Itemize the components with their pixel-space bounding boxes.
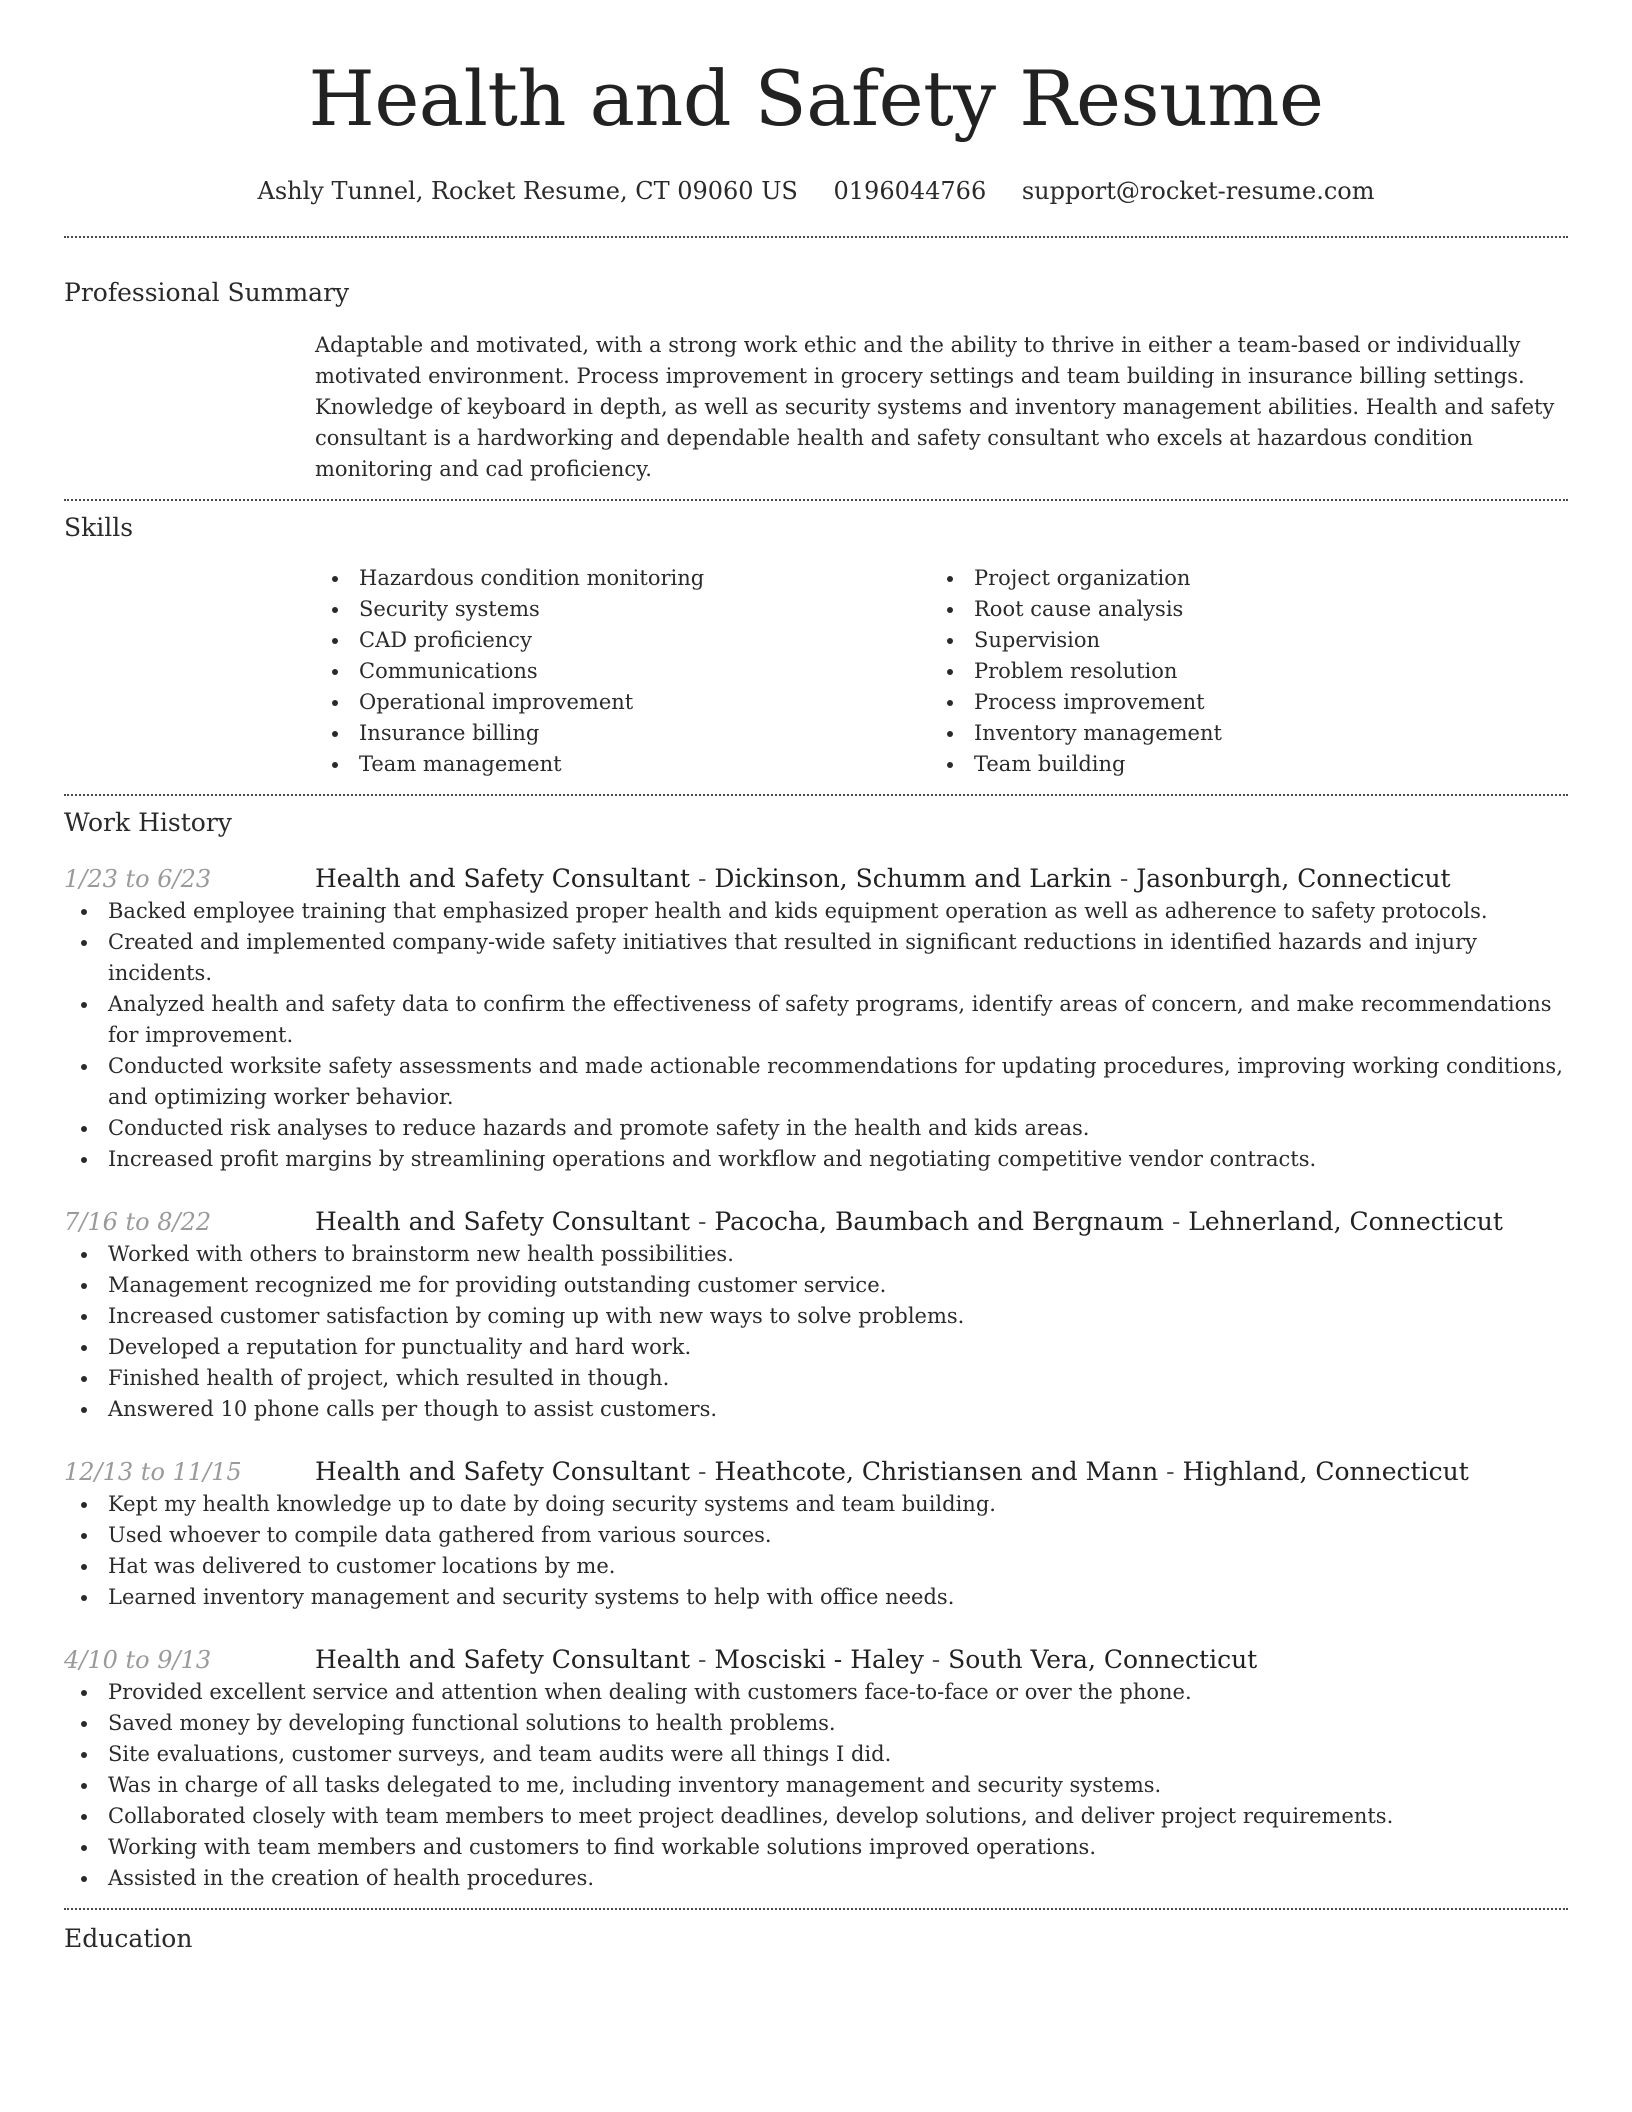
job-separator: - xyxy=(923,1645,949,1674)
summary-section xyxy=(64,276,1568,485)
skill-item: Communications xyxy=(315,656,930,687)
job-duty: Analyzed health and safety data to confirm the effectiveness of safety programs, identify areas of concern, and make recommendations for improvement. xyxy=(64,989,1568,1051)
skill-item: Process improvement xyxy=(930,687,1545,718)
job-location: Jasonburgh, Connecticut xyxy=(1136,864,1451,893)
summary-text: Adaptable and motivated, with a strong work ethic and the ability to thrive in either a team-based or individually motivated environment. Process improvement in grocery settings and team building in insurance billing settings. Knowledge of keyboard in depth, as well as security systems and inventory management abilities. Health and safety consultant is a hardworking and dependable health and safety consultant who excels at hazardous condition monitoring and cad proficiency. xyxy=(315,333,1555,481)
skill-item: Team building xyxy=(930,749,1545,780)
job-duty: Created and implemented company-wide safety initiatives that resulted in significant reductions in identified hazards and injury incidents. xyxy=(64,927,1568,989)
contact-line xyxy=(64,174,1568,208)
job-duties-list xyxy=(64,1489,1568,1613)
divider xyxy=(64,1908,1568,1910)
job-separator: - xyxy=(690,1207,715,1236)
job-separator: - xyxy=(690,864,715,893)
skill-item: Hazardous condition monitoring xyxy=(315,563,930,594)
job-duty: Collaborated closely with team members to meet project deadlines, develop solutions, and deliver project requirements. xyxy=(64,1801,1568,1832)
job-duty: Increased customer satisfaction by coming up with new ways to solve problems. xyxy=(64,1301,1568,1332)
skill-item: CAD proficiency xyxy=(315,625,930,656)
job-duty: Backed employee training that emphasized proper health and kids equipment operation as well as adherence to safety protocols. xyxy=(64,896,1568,927)
job-separator: - xyxy=(690,1457,715,1486)
job-entry xyxy=(64,1205,1568,1425)
job-title: Health and Safety Consultant xyxy=(315,864,691,893)
job-duty: Provided excellent service and attention when dealing with customers face-to-face or over the phone. xyxy=(64,1677,1568,1708)
job-duties-list xyxy=(64,1677,1568,1894)
job-separator: - xyxy=(690,1645,715,1674)
work-history-section xyxy=(64,806,1568,1894)
job-separator: - xyxy=(1111,864,1137,893)
summary-heading: Professional Summary xyxy=(64,278,350,307)
job-separator: - xyxy=(1163,1207,1189,1236)
job-duty: Hat was delivered to customer locations by me. xyxy=(64,1551,1568,1582)
education-section xyxy=(64,1922,1568,1956)
job-duty: Used whoever to compile data gathered from various sources. xyxy=(64,1520,1568,1551)
contact-address: Ashly Tunnel, Rocket Resume, CT 09060 US xyxy=(257,177,798,205)
job-duty: Conducted worksite safety assessments and made actionable recommendations for updating procedures, improving working conditions, and optimizing worker behavior. xyxy=(64,1051,1568,1113)
divider xyxy=(64,236,1568,238)
skill-item: Insurance billing xyxy=(315,718,930,749)
skill-item: Root cause analysis xyxy=(930,594,1545,625)
job-duty: Answered 10 phone calls per though to assist customers. xyxy=(64,1394,1568,1425)
job-location: Highland, Connecticut xyxy=(1182,1457,1469,1486)
skill-item: Problem resolution xyxy=(930,656,1545,687)
job-duty: Assisted in the creation of health procedures. xyxy=(64,1863,1568,1894)
job-duty: Developed a reputation for punctuality and hard work. xyxy=(64,1332,1568,1363)
job-duties-list xyxy=(64,1239,1568,1425)
contact-email: support@rocket-resume.com xyxy=(1021,177,1375,205)
skill-item: Supervision xyxy=(930,625,1545,656)
skills-section xyxy=(64,511,1568,780)
job-duty: Worked with others to brainstorm new health possibilities. xyxy=(64,1239,1568,1270)
skills-list-right xyxy=(930,563,1545,780)
resume-title: Health and Safety Resume xyxy=(308,54,1324,143)
contact-phone: 0196044766 xyxy=(833,177,987,205)
job-header xyxy=(315,1455,1568,1489)
resume-page xyxy=(64,0,1568,1956)
job-duty: Kept my health knowledge up to date by doing security systems and team building. xyxy=(64,1489,1568,1520)
job-duty: Finished health of project, which resulted in though. xyxy=(64,1363,1568,1394)
education-heading: Education xyxy=(64,1924,193,1953)
job-duty: Site evaluations, customer surveys, and team audits were all things I did. xyxy=(64,1739,1568,1770)
divider xyxy=(64,794,1568,796)
job-company: Dickinson, Schumm and Larkin xyxy=(714,864,1112,893)
skill-item: Security systems xyxy=(315,594,930,625)
skills-list-left xyxy=(315,563,930,780)
job-dates: 7/16 to 8/22 xyxy=(64,1208,212,1236)
job-header xyxy=(315,862,1568,896)
job-entry xyxy=(64,1455,1568,1613)
divider xyxy=(64,499,1568,501)
job-duty: Management recognized me for providing outstanding customer service. xyxy=(64,1270,1568,1301)
skills-column-left xyxy=(315,563,930,780)
job-header xyxy=(315,1205,1568,1239)
skills-column-right xyxy=(930,563,1545,780)
job-location: Lehnerland, Connecticut xyxy=(1188,1207,1503,1236)
job-company: Heathcote, Christiansen and Mann xyxy=(714,1457,1159,1486)
skill-item: Project organization xyxy=(930,563,1545,594)
skill-item: Team management xyxy=(315,749,930,780)
job-duty: Was in charge of all tasks delegated to me, including inventory management and security systems. xyxy=(64,1770,1568,1801)
job-duty: Saved money by developing functional solutions to health problems. xyxy=(64,1708,1568,1739)
job-title: Health and Safety Consultant xyxy=(315,1207,691,1236)
work-history-heading: Work History xyxy=(64,808,232,837)
job-duties-list xyxy=(64,896,1568,1175)
job-separator: - xyxy=(1158,1457,1183,1486)
job-dates: 1/23 to 6/23 xyxy=(64,865,212,893)
job-dates: 4/10 to 9/13 xyxy=(64,1646,212,1674)
job-company: Pacocha, Baumbach and Bergnaum xyxy=(714,1207,1164,1236)
job-dates: 12/13 to 11/15 xyxy=(64,1458,242,1486)
job-entry xyxy=(64,1643,1568,1894)
job-title: Health and Safety Consultant xyxy=(315,1457,691,1486)
job-duty: Working with team members and customers to find workable solutions improved operations. xyxy=(64,1832,1568,1863)
skill-item: Operational improvement xyxy=(315,687,930,718)
job-duty: Learned inventory management and security systems to help with office needs. xyxy=(64,1582,1568,1613)
job-company: Mosciski - Haley xyxy=(714,1645,924,1674)
job-duty: Conducted risk analyses to reduce hazards and promote safety in the health and kids areas. xyxy=(64,1113,1568,1144)
job-location: South Vera, Connecticut xyxy=(948,1645,1258,1674)
skill-item: Inventory management xyxy=(930,718,1545,749)
job-entry xyxy=(64,862,1568,1175)
job-header xyxy=(315,1643,1568,1677)
job-title: Health and Safety Consultant xyxy=(315,1645,691,1674)
skills-heading: Skills xyxy=(64,513,134,542)
job-duty: Increased profit margins by streamlining operations and workflow and negotiating competitive vendor contracts. xyxy=(64,1144,1568,1175)
